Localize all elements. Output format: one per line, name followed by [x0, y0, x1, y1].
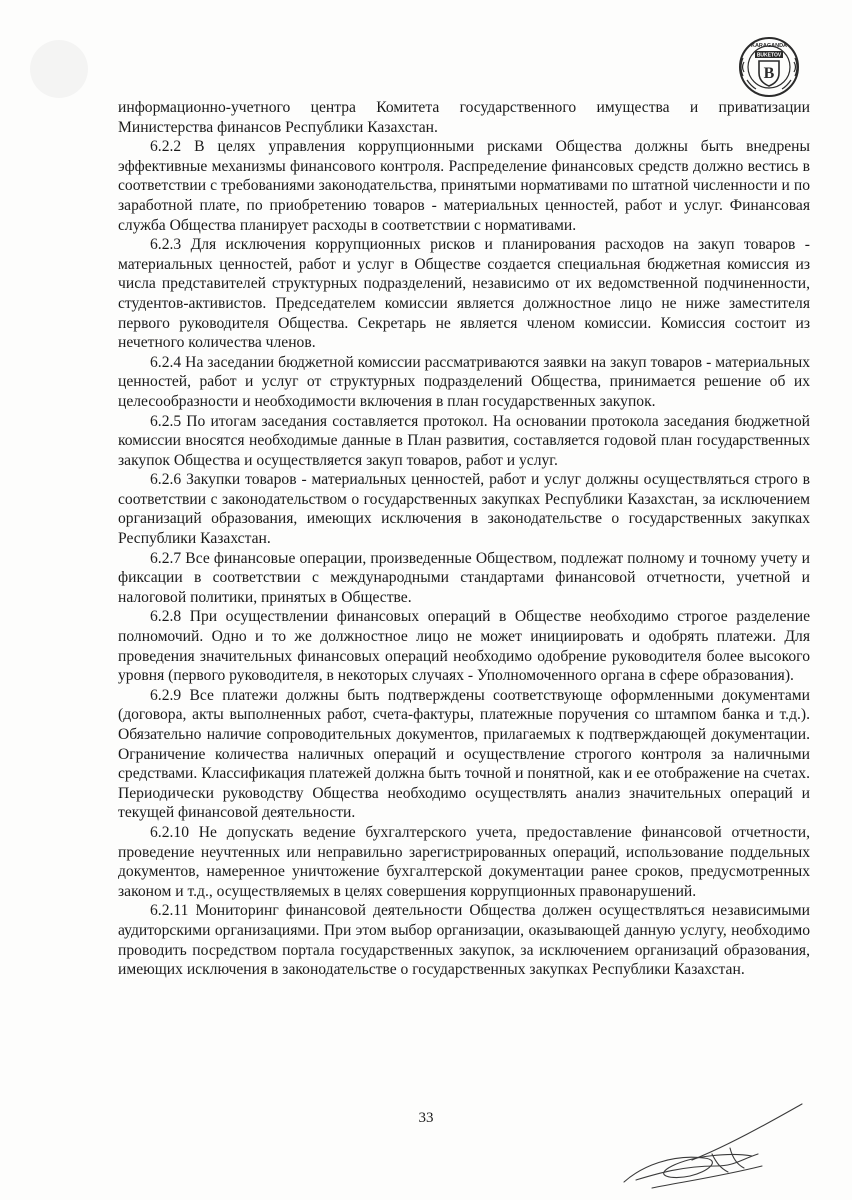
paragraph-6-2-9: 6.2.9 Все платежи должны быть подтверждены соответствующе оформленными документами (договора, акты выполненных работ, счета-фактуры, платежные поручения со штампом банка и т.д.). Обязательно наличие сопроводительных документов, прилагаемых к подтверждающей документации. Ограничение количества наличных операций и осуществление строгого контроля за наличными средствами. Классификация платежей должна быть точной и понятной, как и ее отображение на счетах. Периодически руководству Общества необходимо осуществлять анализ значительных операций и текущей финансовой деятельности. [118, 686, 810, 822]
handwritten-signature-icon [612, 1096, 812, 1192]
paragraph-6-2-2: 6.2.2 В целях управления коррупционными рисками Общества должны быть внедрены эффективные механизмы финансового контроля. Распределение финансовых средств должно вестись в соответствии с требованиями законодательства, принятыми нормативами по штатной численности и по заработной плате, по приобретению товаров - материальных ценностей, работ и услуг. Финансовая служба Общества планирует расходы в соответствии с нормативами. [118, 138, 810, 234]
paragraph-6-2-5: 6.2.5 По итогам заседания составляется протокол. На основании протокола заседания бюджетной комиссии вносятся необходимые данные в План развития, составляется годовой план государственных закупок Общества и осуществляется закуп товаров, работ и услуг. [118, 412, 810, 469]
paragraph-6-2-6: 6.2.6 Закупки товаров - материальных ценностей, работ и услуг должны осуществляться строго в соответствии с законодательством о государственных закупках Республики Казахстан, за исключением организаций образования, имеющих исключения в законодательстве о государственных закупках Республики Казахстан. [118, 471, 810, 548]
page-number: 33 [418, 1110, 434, 1126]
svg-text:BUKETOV: BUKETOV [756, 52, 782, 59]
paragraph-6-2-7: 6.2.7 Все финансовые операции, произведенные Обществом, подлежат полному и точному учету и фиксации в соответствии с международными стандартами финансовой отчетности, учетной и налоговой политики, принятых в Обществе. [118, 549, 810, 606]
svg-text:KARAGANDA: KARAGANDA [750, 43, 788, 49]
paragraph-6-2-10: 6.2.10 Не допускать ведение бухгалтерского учета, предоставление финансовой отчетности, проведение неучтенных или неправильно зарегистрированных операций, использование поддельных документов, намеренное уничтожение бухгалтерской документации ранее сроков, предусмотренных законом и т.д., осуществляемых в целях совершения коррупционных правонарушений. [118, 823, 810, 900]
paragraph-6-2-8: 6.2.8 При осуществлении финансовых операций в Обществе необходимо строгое разделение полномочий. Одно и то же должностное лицо не может инициировать и одобрять платежи. Для проведения значительных финансовых операций необходимо одобрение руководителя более высокого уровня (первого руководителя, в некоторых случаях - Уполномоченного органа в сфере образования). [118, 608, 810, 685]
paragraph-continuation: информационно-учетного центра Комитета государственного имущества и приватизации Министерства финансов Республики Казахстан. [118, 99, 810, 136]
paragraph-6-2-3: 6.2.3 Для исключения коррупционных рисков и планирования расходов на закуп товаров - материальных ценностей, работ и услуг в Обществе создается специальная бюджетная комиссия из числа представителей структурных подразделений, независимо от их ведомственной подчиненности, студентов-активистов. Председателем комиссии является должностное лицо не ниже заместителя первого руководителя Общества. Секретарь не является членом комиссии. Комиссия состоит из нечетного количества членов. [118, 236, 810, 352]
university-seal-icon [738, 36, 800, 98]
faint-stamp-mark [30, 40, 88, 98]
svg-text:B: B [763, 65, 775, 82]
document-body [118, 98, 810, 980]
paragraph-6-2-11: 6.2.11 Мониторинг финансовой деятельности Общества должен осуществляться независимыми аудиторскими организациями. При этом выбор организации, оказывающей данную услугу, необходимо проводить посредством портала государственных закупок, за исключением организаций образования, имеющих исключения в законодательстве о государственных закупках Республики Казахстан. [118, 902, 810, 979]
paragraph-6-2-4: 6.2.4 На заседании бюджетной комиссии рассматриваются заявки на закуп товаров - материальных ценностей, работ и услуг от структурных подразделений Общества, принимается решение об их целесообразности и необходимости включения в план государственных закупок. [118, 353, 810, 410]
